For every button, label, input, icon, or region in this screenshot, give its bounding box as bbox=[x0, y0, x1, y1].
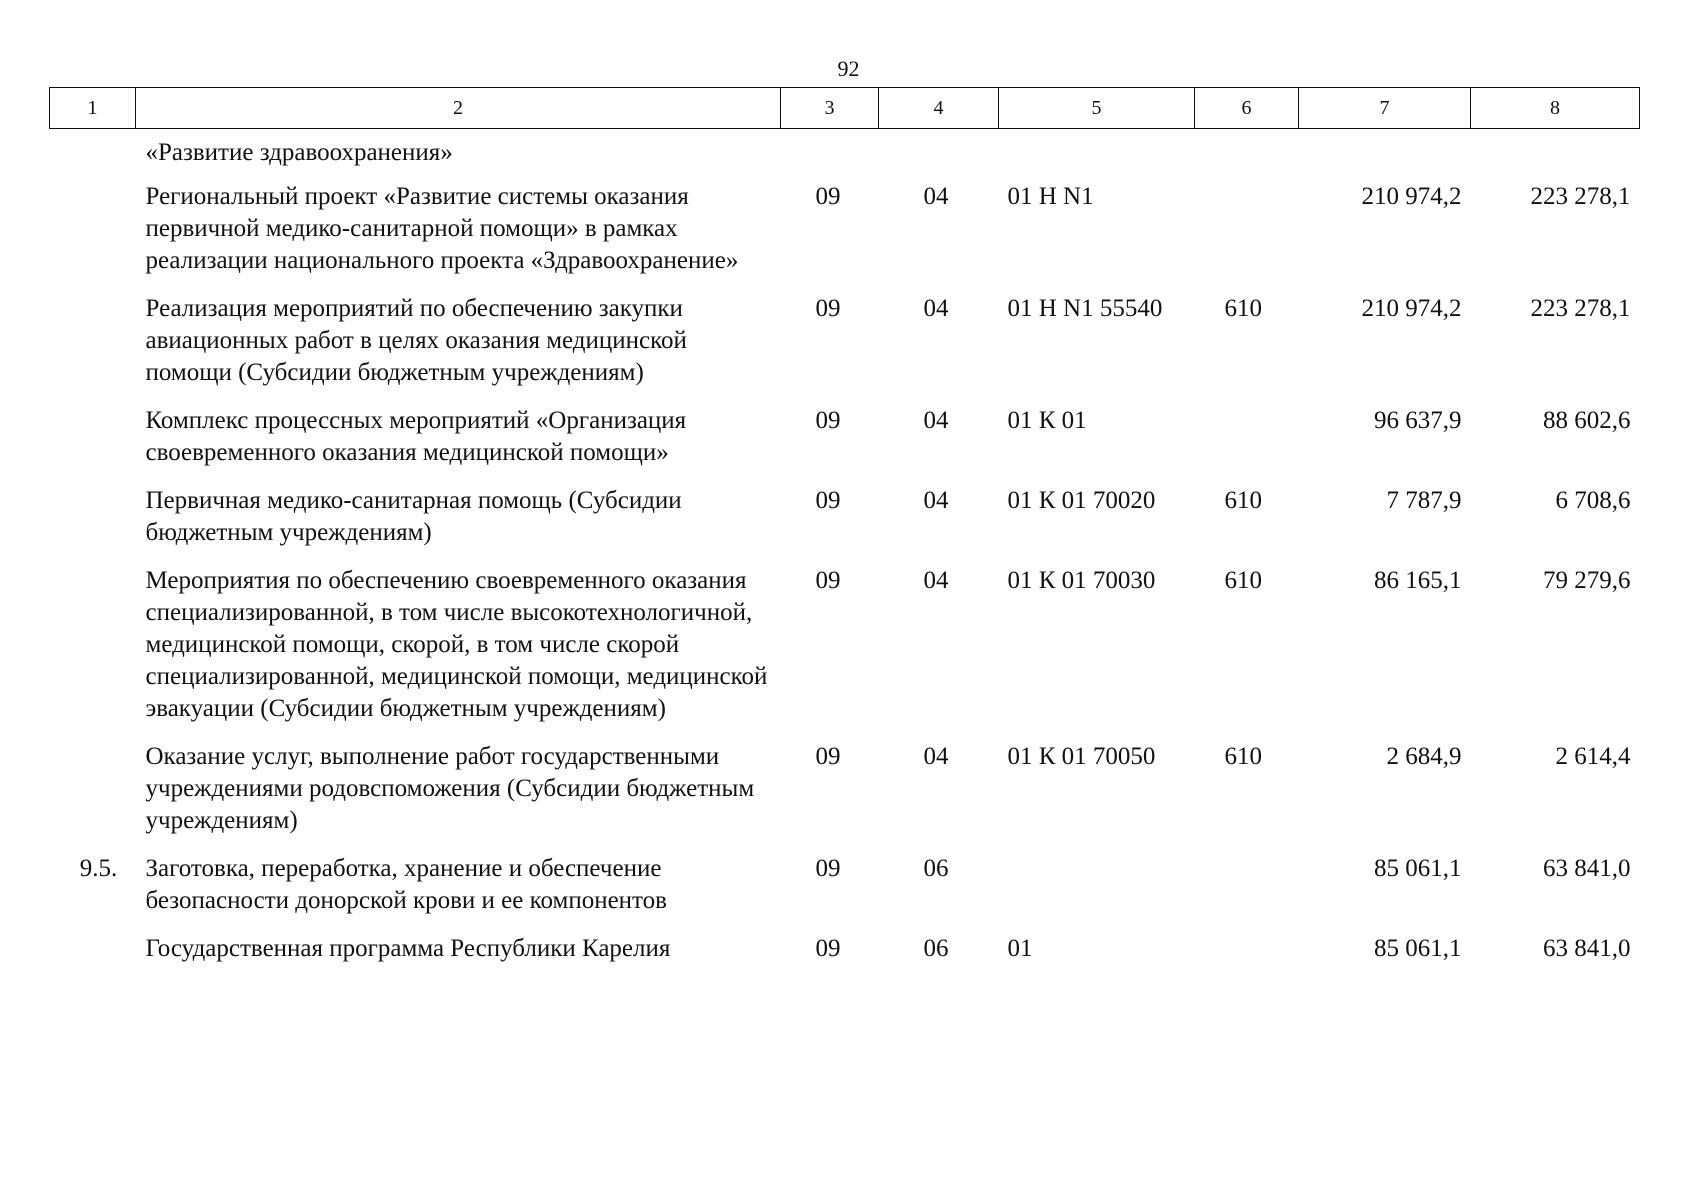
row-section: 09 bbox=[815, 407, 841, 434]
row-amount-year1: 85 061,1 bbox=[1374, 855, 1462, 882]
row-section: 09 bbox=[815, 295, 841, 322]
row-name: Первичная медико-санитарная помощь (Субсидии бюджетным учреждениям) bbox=[145, 487, 682, 546]
row-section: 09 bbox=[815, 183, 841, 210]
row-section: 09 bbox=[815, 935, 841, 962]
row-number bbox=[50, 565, 136, 741]
row-target-article: 01 Н N1 bbox=[1007, 183, 1094, 210]
row-target-article bbox=[999, 129, 1195, 182]
page-number: 92 bbox=[837, 56, 860, 81]
row-name: Региональный проект «Развитие системы оказания первичной медико-санитарной помощи» в рамках реализации национального проекта «Здравоохранение» bbox=[145, 183, 739, 274]
row-name: «Развитие здравоохранения» bbox=[145, 139, 453, 166]
row-expense-type bbox=[1195, 933, 1299, 981]
row-amount-year2: 88 602,6 bbox=[1543, 407, 1631, 434]
row-number bbox=[50, 181, 136, 293]
table-body bbox=[50, 129, 1640, 982]
row-name: Реализация мероприятий по обеспечению закупки авиационных работ в целях оказания медицинской помощи (Субсидии бюджетным учреждениям) bbox=[145, 295, 687, 386]
header-cell-3: 3 bbox=[781, 88, 879, 129]
row-name: Оказание услуг, выполнение работ государственными учреждениями родовспоможения (Субсидии бюджетным учреждениям) bbox=[145, 743, 755, 834]
row-number bbox=[50, 293, 136, 405]
budget-table bbox=[49, 87, 1640, 981]
header-row bbox=[50, 88, 1640, 129]
row-expense-type: 610 bbox=[1224, 567, 1262, 594]
row-expense-type bbox=[1195, 181, 1299, 293]
table-row bbox=[50, 181, 1640, 293]
row-subsection: 06 bbox=[923, 855, 949, 882]
row-amount-year1: 85 061,1 bbox=[1374, 935, 1462, 962]
row-target-article: 01 К 01 70050 bbox=[1007, 743, 1156, 770]
row-subsection bbox=[879, 129, 999, 182]
header-cell-6: 6 bbox=[1195, 88, 1299, 129]
table-header bbox=[50, 88, 1640, 129]
table-row bbox=[50, 405, 1640, 485]
header-cell-1: 1 bbox=[50, 88, 136, 129]
row-number bbox=[50, 933, 136, 981]
header-cell-2: 2 bbox=[136, 88, 781, 129]
row-target-article: 01 bbox=[1007, 935, 1033, 962]
row-amount-year1: 86 165,1 bbox=[1374, 567, 1462, 594]
row-name: Мероприятия по обеспечению своевременного оказания специализированной, в том числе высокотехнологичной, медицинской помощи, скорой, в том числе скорой специализированной, медицинской помощи, медицинской эвакуации (Субсидии бюджетным учреждениям) bbox=[145, 567, 768, 722]
table-row bbox=[50, 933, 1640, 981]
row-amount-year1 bbox=[1299, 129, 1471, 182]
table-row bbox=[50, 853, 1640, 933]
row-target-article: 01 К 01 70020 bbox=[1007, 487, 1156, 514]
row-amount-year2: 63 841,0 bbox=[1543, 855, 1631, 882]
header-cell-4: 4 bbox=[879, 88, 999, 129]
row-name: Государственная программа Республики Карелия bbox=[145, 935, 671, 962]
row-expense-type: 610 bbox=[1224, 743, 1262, 770]
row-expense-type: 610 bbox=[1224, 295, 1262, 322]
row-amount-year2: 223 278,1 bbox=[1530, 295, 1631, 322]
header-cell-7: 7 bbox=[1299, 88, 1471, 129]
row-subsection: 04 bbox=[923, 183, 949, 210]
row-amount-year2: 2 614,4 bbox=[1555, 743, 1631, 770]
row-amount-year1: 210 974,2 bbox=[1361, 295, 1462, 322]
row-amount-year2: 223 278,1 bbox=[1530, 183, 1631, 210]
row-target-article: 01 К 01 bbox=[1007, 407, 1087, 434]
header-cell-5: 5 bbox=[999, 88, 1195, 129]
table-row bbox=[50, 293, 1640, 405]
row-target-article bbox=[999, 853, 1195, 933]
row-subsection: 04 bbox=[923, 487, 949, 514]
table-row bbox=[50, 485, 1640, 565]
row-number bbox=[50, 405, 136, 485]
row-number: 9.5. bbox=[79, 855, 118, 882]
row-amount-year2: 79 279,6 bbox=[1543, 567, 1631, 594]
row-subsection: 04 bbox=[923, 407, 949, 434]
table-row bbox=[50, 565, 1640, 741]
table-row bbox=[50, 741, 1640, 853]
row-section: 09 bbox=[815, 487, 841, 514]
row-expense-type: 610 bbox=[1224, 487, 1262, 514]
header-cell-8: 8 bbox=[1471, 88, 1640, 129]
row-amount-year2 bbox=[1471, 129, 1640, 182]
row-amount-year1: 2 684,9 bbox=[1386, 743, 1462, 770]
row-expense-type bbox=[1195, 405, 1299, 485]
row-subsection: 04 bbox=[923, 567, 949, 594]
row-section bbox=[781, 129, 879, 182]
row-section: 09 bbox=[815, 855, 841, 882]
row-amount-year1: 96 637,9 bbox=[1374, 407, 1462, 434]
row-subsection: 04 bbox=[923, 295, 949, 322]
table-row bbox=[50, 129, 1640, 182]
row-subsection: 04 bbox=[923, 743, 949, 770]
row-name: Комплекс процессных мероприятий «Организация своевременного оказания медицинской помощи» bbox=[145, 407, 687, 466]
row-number bbox=[50, 129, 136, 182]
row-target-article: 01 К 01 70030 bbox=[1007, 567, 1156, 594]
row-target-article: 01 Н N1 55540 bbox=[1007, 295, 1163, 322]
row-section: 09 bbox=[815, 743, 841, 770]
row-amount-year1: 7 787,9 bbox=[1386, 487, 1462, 514]
row-number bbox=[50, 485, 136, 565]
row-expense-type bbox=[1195, 853, 1299, 933]
row-number bbox=[50, 741, 136, 853]
row-amount-year2: 6 708,6 bbox=[1555, 487, 1631, 514]
row-section: 09 bbox=[815, 567, 841, 594]
row-subsection: 06 bbox=[923, 935, 949, 962]
row-expense-type bbox=[1195, 129, 1299, 182]
row-amount-year2: 63 841,0 bbox=[1543, 935, 1631, 962]
row-amount-year1: 210 974,2 bbox=[1361, 183, 1462, 210]
row-name: Заготовка, переработка, хранение и обеспечение безопасности донорской крови и ее компонентов bbox=[145, 855, 667, 914]
